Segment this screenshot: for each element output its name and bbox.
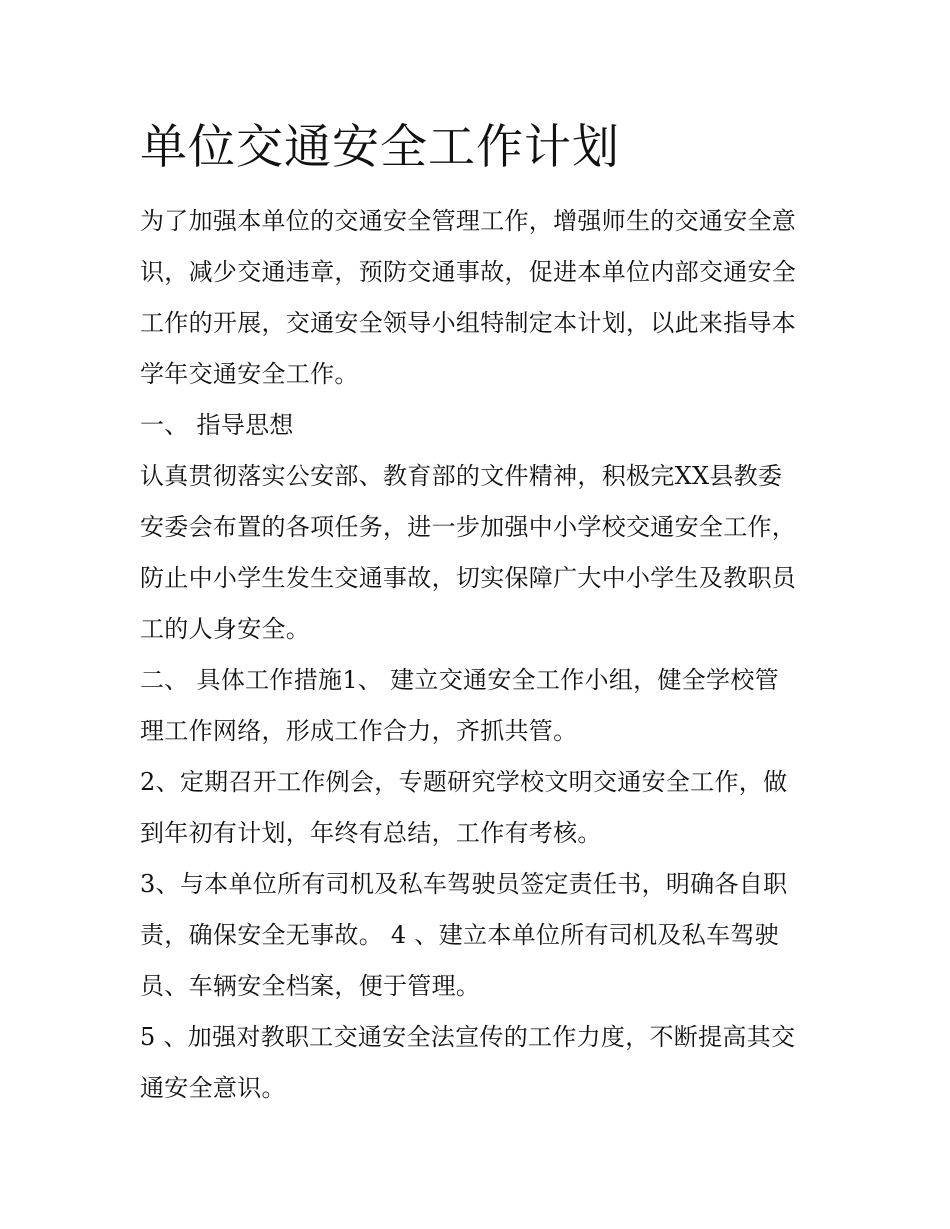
list-item-3: 3、与本单位所有司机及私车驾驶员签定责任书，明确各自职 [140, 870, 788, 898]
section-heading-measures: 二、 具体工作措施1、 建立交通安全工作小组，健全学校管 [140, 666, 779, 694]
body-line: 学年交通安全工作。 [140, 360, 359, 388]
body-line: 为了加强本单位的交通安全管理工作，增强师生的交通安全意 [140, 207, 797, 235]
body-line: 安委会布置的各项任务，进一步加强中小学校交通安全工作， [140, 513, 797, 541]
document-title: 单位交通安全工作计划 [140, 120, 620, 175]
body-line: 认真贯彻落实公安部、教育部的文件精神，积极完XX县教委 [140, 462, 783, 490]
body-line: 识，减少交通违章，预防交通事故，促进本单位内部交通安全 [140, 258, 797, 286]
body-line: 理工作网络，形成工作合力，齐抓共管。 [140, 717, 578, 745]
list-item-2: 2、定期召开工作例会，专题研究学校文明交通安全工作，做 [140, 768, 788, 796]
body-line: 到年初有计划，年终有总结，工作有考核。 [140, 819, 602, 847]
section-heading-guiding-ideology: 一、 指导思想 [140, 411, 294, 439]
body-line: 通安全意识。 [140, 1074, 286, 1102]
body-line: 工作的开展，交通安全领导小组特制定本计划，以此来指导本 [140, 309, 797, 337]
document-body [140, 196, 830, 1114]
body-line: 防止中小学生发生交通事故，切实保障广大中小学生及教职员 [140, 564, 797, 592]
body-line: 工的人身安全。 [140, 615, 311, 643]
body-line: 员、车辆安全档案，便于管理。 [140, 972, 481, 1000]
body-line: 责，确保安全无事故。 4 、建立本单位所有司机及私车驾驶 [140, 921, 779, 949]
list-item-5: 5 、加强对教职工交通安全法宣传的工作力度，不断提高其交 [140, 1023, 796, 1051]
